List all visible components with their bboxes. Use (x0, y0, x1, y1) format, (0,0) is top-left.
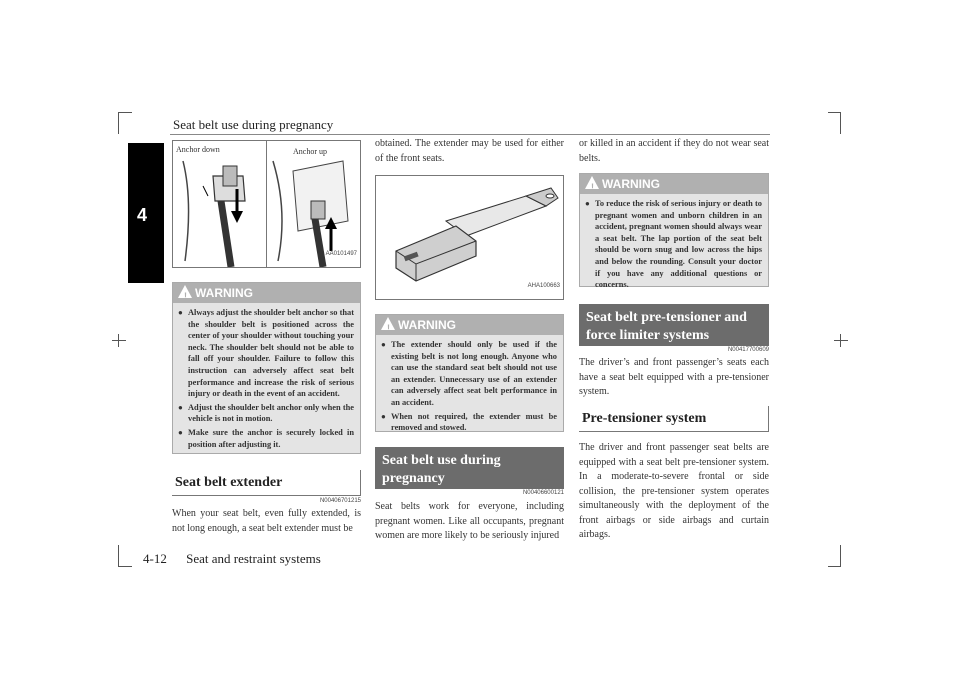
extender-illustration (376, 176, 563, 299)
warning-title: ! WARNING (580, 174, 768, 194)
warning-item: ● To reduce the risk of serious injury or death to pregnant women and unborn children in an accident, pregnant women should always wear a seat belt. The lap portion of the seat belt should be worn snug and low across the hips and below the rounding. Consult your doctor if you have any additional questions or concerns. (585, 198, 762, 291)
anchor-down-label: Anchor down (176, 145, 220, 154)
warning-icon: ! (381, 317, 395, 330)
section-code: N00417700609 (727, 347, 769, 353)
warning-list (178, 307, 354, 450)
crop-mark (840, 112, 841, 134)
warning-item: ● When not required, the extender must be removed and stowed. (381, 411, 557, 434)
section-code: N00406600121 (522, 490, 564, 496)
warning-icon: ! (585, 176, 599, 189)
warning-item: ● Always adjust the shoulder belt anchor so that the shoulder belt is positioned across the center of your shoulder without touching your neck. The shoulder belt should not be able to fall off your shoulder. Failure to follow this instruction can adversely affect seat belt performance and increase the risk of serious injury or death in the event of an accident. (178, 307, 354, 400)
registration-mark (840, 334, 841, 347)
crop-mark (118, 545, 119, 567)
warning-title: ! WARNING (376, 315, 563, 335)
figure-id: AA0101497 (325, 251, 357, 257)
warning-icon: ! (178, 285, 192, 298)
page-number: 4-12 (143, 551, 167, 566)
crop-mark (840, 545, 841, 567)
warning-item: ● Make sure the anchor is securely locked in position after adjusting it. (178, 427, 354, 450)
warning-box (579, 173, 769, 290)
section-code: N00406701215 (319, 498, 361, 504)
warning-title: ! WARNING (173, 283, 360, 303)
anchor-figure (172, 140, 361, 268)
anchor-up-label: Anchor up (293, 147, 327, 156)
crop-mark (118, 566, 132, 567)
section-heading: Seat belt extender (172, 470, 361, 496)
crop-mark (118, 112, 132, 113)
section-heading: Seat belt use during pregnancy (375, 447, 564, 489)
sub-heading: Pre-tensioner system (579, 406, 769, 432)
header-rule (170, 134, 770, 135)
warning-box (375, 314, 564, 432)
page-header-title: Seat belt use during pregnancy (173, 117, 334, 132)
page-footer (143, 551, 321, 567)
body-paragraph: obtained. The extender may be used for either of the front seats. (375, 138, 564, 164)
registration-mark (118, 334, 119, 347)
extender-figure (375, 175, 564, 300)
body-paragraph: The driver and front passenger seat belts are equipped with a seat belt pre-tensioner system. In a moderate-to-severe frontal or side collision, the pre-tensioner system operates simultaneously with the deployment of the front airbags or side airbags and curtain airbags. (579, 442, 769, 540)
warning-list (585, 198, 762, 291)
body-paragraph: Seat belts work for everyone, including pregnant women. Like all occupants, pregnant women are more likely to be seriously injured (375, 501, 564, 541)
body-paragraph: The driver’s and front passenger’s seats each have a seat belt equipped with a pre-tensioner system. (579, 357, 769, 397)
crop-mark (828, 566, 841, 567)
section-heading: Seat belt pre-tensioner and force limiter systems (579, 304, 769, 346)
registration-mark (112, 340, 126, 341)
crop-mark (118, 112, 119, 134)
footer-section: Seat and restraint systems (186, 551, 321, 566)
warning-list (381, 339, 557, 434)
registration-mark (834, 340, 848, 341)
warning-item: ● The extender should only be used if the existing belt is not long enough. Anyone who can use the standard seat belt should not use an extender. Unnecessary use of an extender can adversely affect seat belt performance in an accident. (381, 339, 557, 409)
warning-box (172, 282, 361, 454)
body-paragraph: or killed in an accident if they do not wear seat belts. (579, 138, 769, 164)
chapter-number: 4 (137, 205, 148, 225)
chapter-tab (128, 143, 164, 283)
crop-mark (828, 112, 841, 113)
warning-item: ● Adjust the shoulder belt anchor only when the vehicle is not in motion. (178, 402, 354, 425)
body-paragraph: When your seat belt, even fully extended, is not long enough, a seat belt extender must be (172, 508, 361, 534)
anchor-illustration (173, 141, 360, 267)
figure-id: AHA100663 (527, 283, 560, 289)
